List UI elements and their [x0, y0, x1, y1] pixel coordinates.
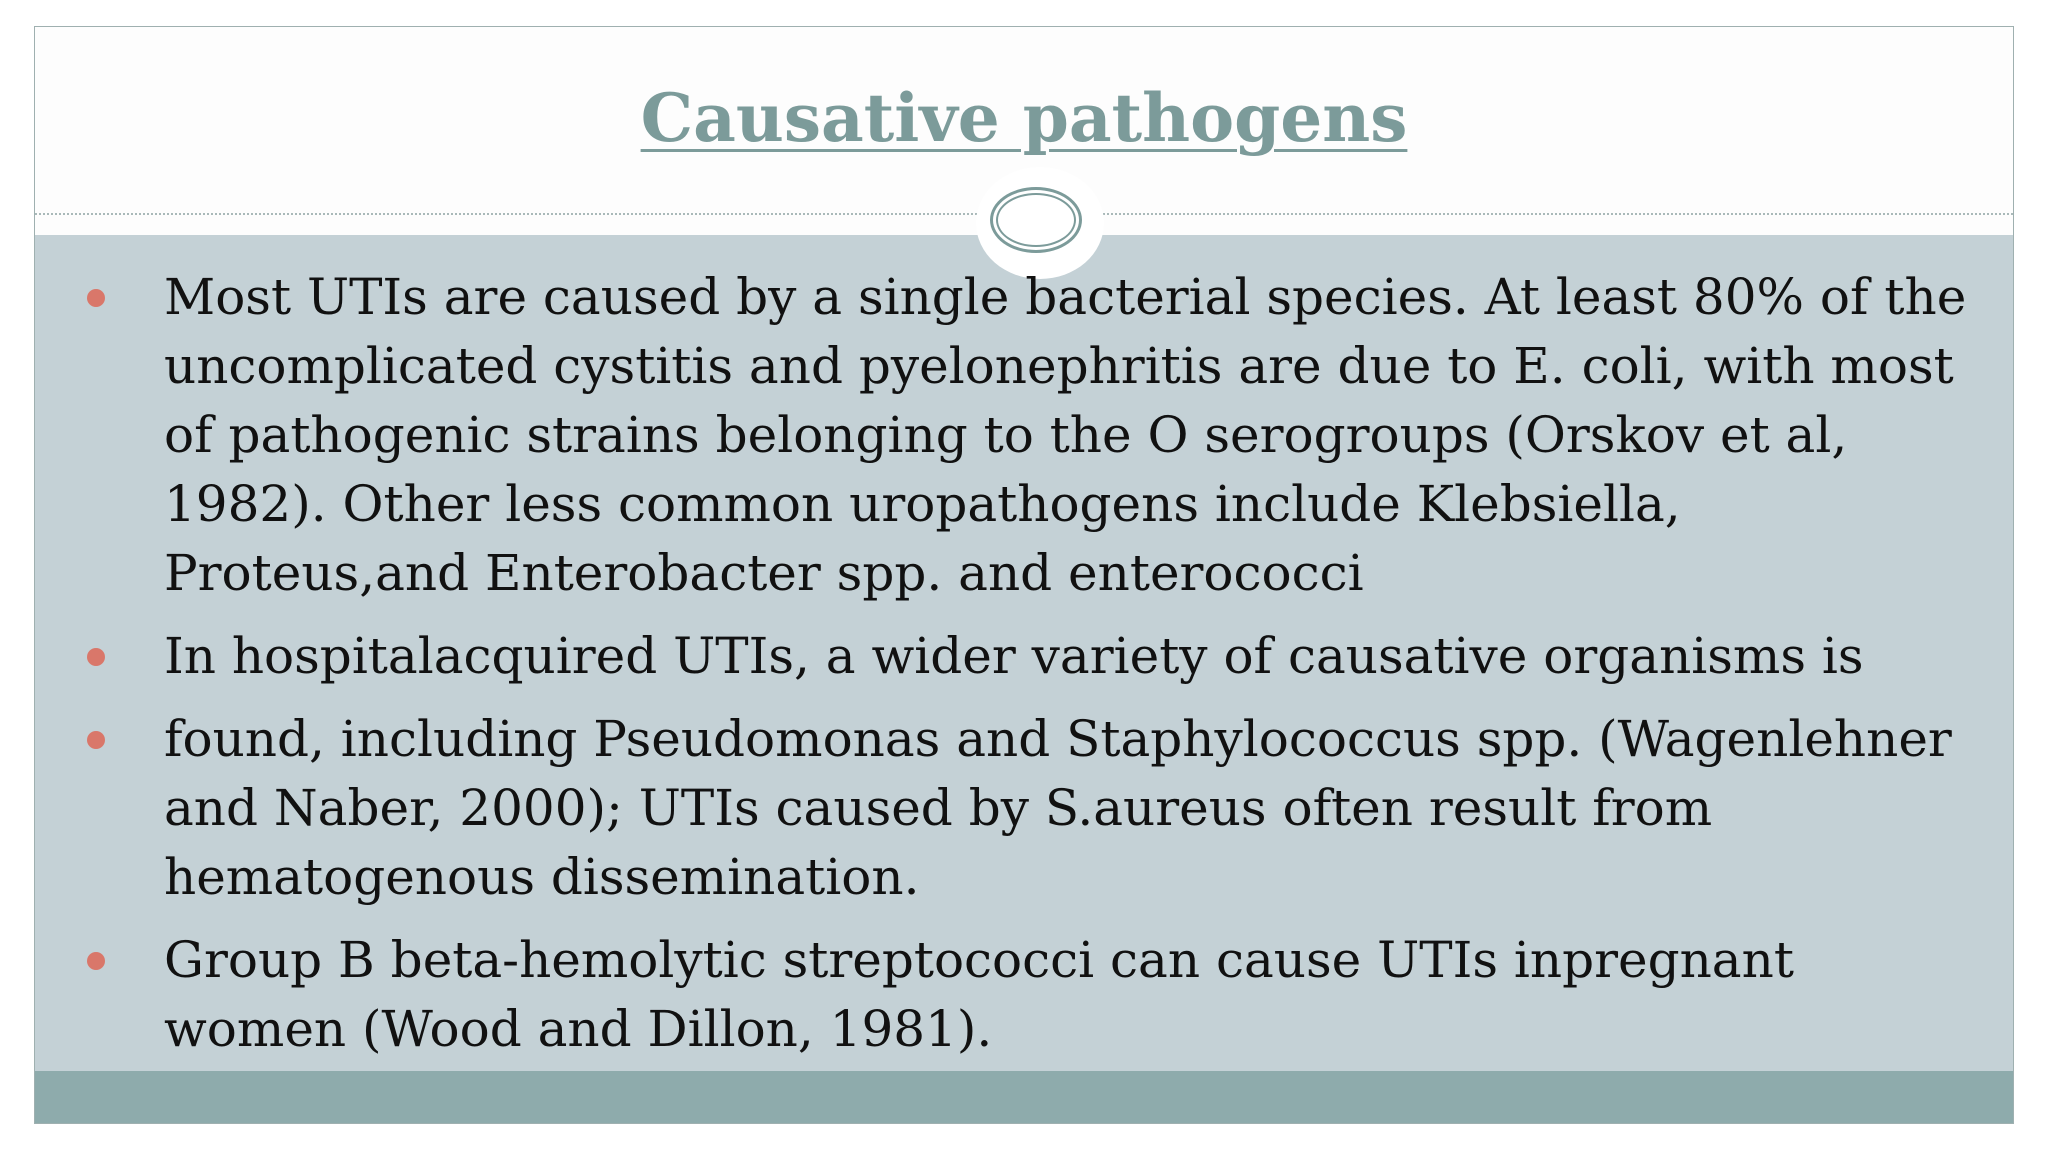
bullet-text: In hospitalacquired UTIs, a wider variety of causative organisms is [164, 627, 1864, 685]
bullet-item [85, 622, 1985, 691]
bullet-item [85, 263, 1985, 608]
bullet-dot-icon [87, 648, 105, 666]
bullet-dot-icon [87, 731, 105, 749]
slide-title: Causative pathogens [640, 79, 1408, 157]
ornament-outer-ring [990, 187, 1082, 253]
slide [34, 26, 2014, 1124]
bullet-list [85, 263, 1985, 1078]
bullet-dot-icon [87, 289, 105, 307]
bullet-text: found, including Pseudomonas and Staphylococcus spp. (Wagenlehner and Naber, 2000); UTIs caused by S.aureus often result from hematogenous dissemination. [164, 710, 1952, 906]
bullet-dot-icon [87, 952, 105, 970]
bullet-item [85, 926, 1985, 1064]
bullet-item [85, 705, 1985, 912]
footer-band [35, 1071, 2013, 1123]
bullet-text: Most UTIs are caused by a single bacterial species. At least 80% of the uncomplicated cystitis and pyelonephritis are due to E. coli, with most of pathogenic strains belonging to the O serogroups (Orskov et al, 1982). Other less common uropathogens include Klebsiella, Proteus,and Enterobacter spp. and enterococci [164, 268, 1967, 602]
bullet-text: Group B beta-hemolytic streptococci can cause UTIs inpregnant women (Wood and Dillon, 1981). [164, 931, 1794, 1058]
ornament-inner-ring [996, 193, 1076, 247]
